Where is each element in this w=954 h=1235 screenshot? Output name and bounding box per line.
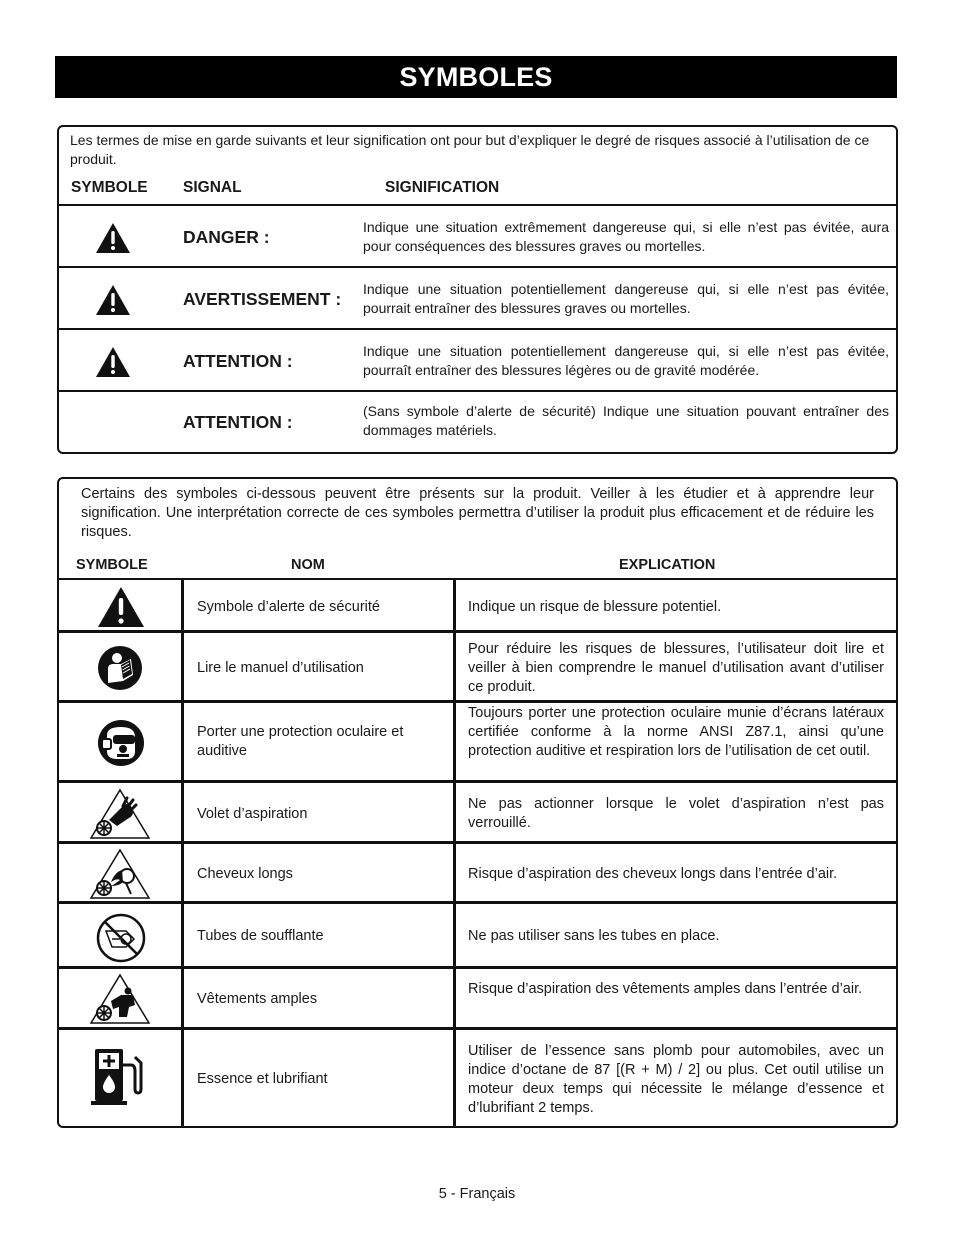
eye-ear-protection-icon xyxy=(97,719,145,772)
symbol-name: Essence et lubrifiant xyxy=(197,1071,328,1087)
meaning-attention-no-symbol: (Sans symbole d’alerte de sécurité) Indique une situation pouvant entraîner des dommages matériels. xyxy=(363,403,889,438)
safety-alert-icon xyxy=(97,586,145,633)
header-symbole: SYMBOLE xyxy=(71,179,148,196)
header-signal: SIGNAL xyxy=(183,179,242,196)
meaning-danger: Indique une situation extrêmement dangereuse qui, si elle n’est pas évitée, aura pour conséquences des blessures graves ou mortelles. xyxy=(363,219,889,254)
symbol-name: Volet d’aspiration xyxy=(197,806,308,822)
divider xyxy=(59,901,896,904)
intake-hand-hazard-icon xyxy=(89,788,151,845)
meaning-avertissement: Indique une situation potentiellement dangereuse qui, si elle n’est pas évitée, pourrait entraîner des blessures graves ou mortelles. xyxy=(363,281,889,316)
page-title: SYMBOLES xyxy=(55,56,897,98)
column-divider xyxy=(453,578,456,1126)
divider xyxy=(59,328,896,330)
symbol-name: Vêtements amples xyxy=(197,991,318,1007)
signal-attention: ATTENTION : xyxy=(183,351,293,371)
header-signification: SIGNIFICATION xyxy=(385,179,500,196)
meaning-attention: Indique une situation potentiellement dangereuse qui, si elle n’est pas évitée, pourraît entraîner des blessures légères ou de gravité modérée. xyxy=(363,343,889,378)
warning-triangle-icon xyxy=(95,222,131,259)
signal-avertissement: AVERTISSEMENT : xyxy=(183,289,342,309)
symbol-name: Tubes de soufflante xyxy=(197,928,324,944)
symbol-name: Cheveux longs xyxy=(197,866,293,882)
symbol-explanation: Pour réduire les risques de blessures, l’utilisateur doit lire et veiller à bien comprendre le manuel d’utilisation avant d’utiliser ce produit. xyxy=(468,641,884,695)
divider xyxy=(59,780,896,783)
page-footer: 5 - Français xyxy=(438,1186,516,1202)
divider xyxy=(59,578,896,580)
signal-words-table xyxy=(57,125,898,454)
read-manual-icon xyxy=(97,645,143,696)
divider xyxy=(59,266,896,268)
header-explication: EXPLICATION xyxy=(619,557,716,573)
divider xyxy=(59,966,896,969)
divider xyxy=(59,630,896,633)
divider xyxy=(59,390,896,392)
warning-triangle-icon xyxy=(95,284,131,321)
header-nom: NOM xyxy=(291,557,325,573)
signal-danger: DANGER : xyxy=(183,227,270,247)
fuel-pump-icon xyxy=(91,1045,147,1112)
symbol-name: Porter une protection oculaire et auditive xyxy=(197,724,404,759)
divider xyxy=(59,204,896,206)
long-hair-hazard-icon xyxy=(89,848,151,905)
symbol-explanation: Utiliser de l’essence sans plomb pour automobiles, avec un indice d’octane de 87 [(R + M) / 2] ou plus. Cet outil utilise un moteur deux temps qui nécessite le mélange d’essence et d’lubrifiant 2 temps. xyxy=(468,1043,884,1116)
symbol-explanation: Indique un risque de blessure potentiel. xyxy=(468,599,722,615)
symbol-name: Lire le manuel d’utilisation xyxy=(197,660,364,676)
signal-attention-no-symbol: ATTENTION : xyxy=(183,412,293,432)
no-tubes-icon xyxy=(96,913,146,968)
symbol-explanation: Toujours porter une protection oculaire munie d’écrans latéraux certifiée conforme à la norme ANSI Z87.1, ainsi qu’une protection auditive et respiration lors de l’utilisation de cet outil. xyxy=(468,705,884,759)
column-divider xyxy=(181,578,184,1126)
divider xyxy=(59,1027,896,1030)
symbols-table-intro: Certains des symboles ci-dessous peuvent être présents sur la produit. Veiller à les étudier et à apprendre leur signification. Une interprétation correcte de ces symboles permettra d’utiliser la produit plus efficacement et de réduire les risques. xyxy=(81,486,874,540)
symbol-explanation: Risque d’aspiration des vêtements amples dans l’entrée d’air. xyxy=(468,981,863,997)
header-symbole: SYMBOLE xyxy=(76,557,148,573)
divider xyxy=(59,700,896,703)
divider xyxy=(59,841,896,844)
symbol-explanation: Ne pas utiliser sans les tubes en place. xyxy=(468,928,720,944)
symbol-name: Symbole d’alerte de sécurité xyxy=(197,599,380,615)
symbol-explanation: Ne pas actionner lorsque le volet d’aspiration n’est pas verrouillé. xyxy=(468,796,884,831)
loose-clothing-hazard-icon xyxy=(89,973,151,1030)
symbol-explanation: Risque d’aspiration des cheveux longs dans l’entrée d’air. xyxy=(468,866,838,882)
symbols-table xyxy=(57,477,898,1128)
signal-table-intro: Les termes de mise en garde suivants et leur signification ont pour but d’expliquer le degré de risques associé à l’utilisation de ce produit. xyxy=(70,132,870,167)
warning-triangle-icon xyxy=(95,346,131,383)
